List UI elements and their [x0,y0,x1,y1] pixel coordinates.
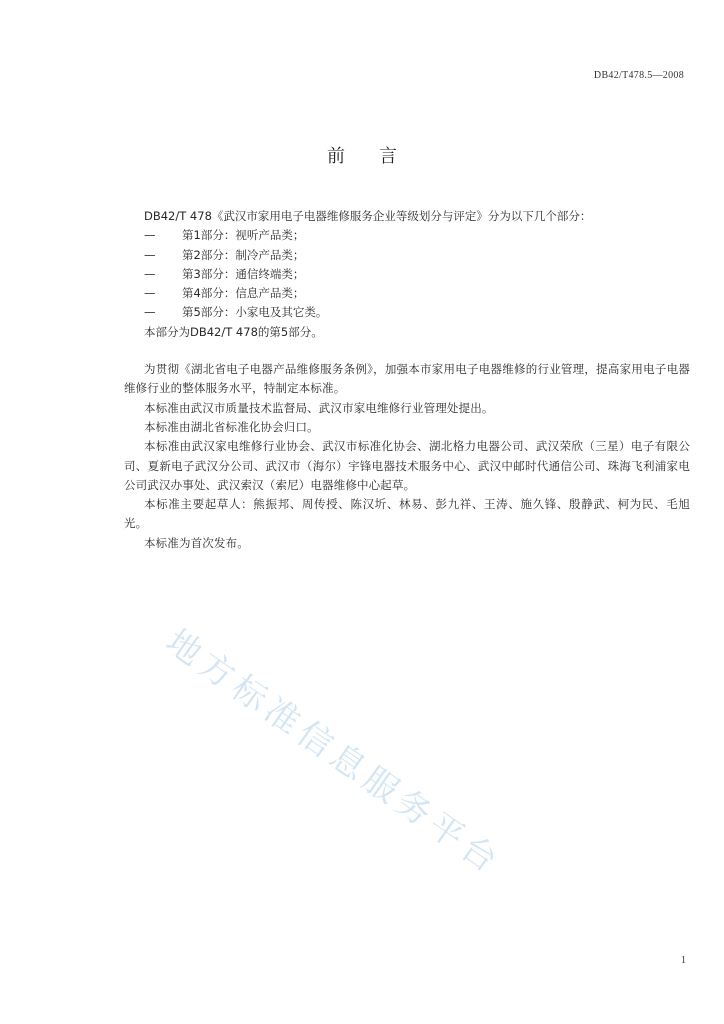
list-item [144,303,690,322]
list-item-text: 第2部分：制冷产品类； [182,247,305,262]
list-item-text: 第3部分：通信终端类； [182,266,305,281]
list-dash: — [144,305,156,320]
paragraph-drafting-units: 本标准由武汉家电维修行业协会、武汉市标准化协会、湖北格力电器公司、武汉荣欣（三星）电子有限公司、夏新电子武汉分公司、武汉市（海尔）宇锋电器技术服务中心、武汉中邮时代通信公司、珠海飞利浦家电公司武汉办事处、武汉索汉（索尼）电器维修中心起草。 [124,439,690,492]
this-part-statement: 本部分为DB42/T 478的第5部分。 [144,324,323,339]
list-item-text: 第5部分：小家电及其它类。 [182,305,328,320]
list-item [144,246,690,265]
page-number: 1 [681,955,686,966]
intro-lead: DB42/T 478《武汉市家用电子电器维修服务企业等级划分与评定》分为以下几个部分： [144,209,592,223]
list-dash: — [144,266,156,281]
list-dash: — [144,228,156,243]
body-text [124,207,690,553]
intro-block [124,207,690,342]
page-title: 前言 [327,146,431,167]
paragraph-purpose: 为贯彻《湖北省电子电器产品维修服务条例》，加强本市家用电子电器维修的行业管理，提高家用电子电器维修行业的整体服务水平，特制定本标准。 [124,362,690,396]
list-item-text: 第4部分：信息产品类； [182,286,305,301]
paragraph-drafters: 本标准主要起草人：熊振邦、周传授、陈汉圻、林易、彭九祥、王涛、施久锋、殷静武、柯为民、毛旭光。 [124,497,690,531]
paragraph-administrator: 本标准由湖北省标准化协会归口。 [144,419,319,434]
document-code: DB42/T478.5—2008 [593,70,684,81]
watermark: 地方标准信息服务平台 [158,621,510,884]
list-item [144,265,690,284]
paragraph-block [124,360,690,553]
list-item [144,226,690,245]
list-dash: — [144,286,156,301]
paragraph-release: 本标准为首次发布。 [144,535,249,550]
paragraph-proposer: 本标准由武汉市质量技术监督局、武汉市家电维修行业管理处提出。 [144,400,494,415]
list-item-text: 第1部分：视听产品类； [182,228,305,243]
list-item [144,284,690,303]
list-dash: — [144,247,156,262]
